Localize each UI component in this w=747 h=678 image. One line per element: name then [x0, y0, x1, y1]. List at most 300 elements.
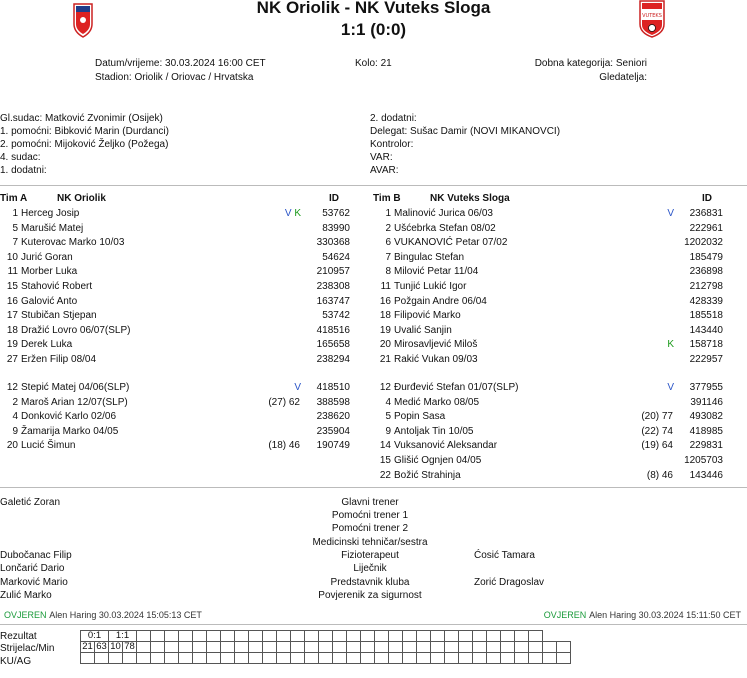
results-grid-cell — [389, 631, 403, 642]
player-name: Požgain Andre 06/04 — [394, 295, 487, 307]
player-number: 1 — [385, 208, 391, 219]
player-name: Tunjić Lukić Igor — [394, 281, 467, 292]
results-grid-cell — [417, 631, 431, 642]
official-line: 4. sudac: — [0, 152, 41, 163]
player-id: 185518 — [689, 310, 723, 322]
results-grid-cell — [403, 653, 417, 664]
official-line: Delegat: Sušac Damir (NOVI MIKANOVCI) — [370, 126, 561, 137]
player-number: 20 — [379, 339, 391, 351]
player-name: Maroš Arian 12/07(SLP) — [21, 396, 128, 408]
player-row — [373, 454, 743, 467]
results-grid — [80, 630, 571, 664]
team-a-label: Tim A — [0, 193, 28, 204]
substitution-minute: (22) 74 — [641, 425, 673, 437]
player-name: Dražić Lovro 06/07(SLP) — [21, 324, 131, 336]
player-row — [373, 425, 743, 438]
substitution-minute: (19) 64 — [641, 440, 673, 452]
results-grid-cell — [501, 642, 515, 653]
results-grid-cell — [109, 653, 123, 664]
results-grid-cell — [473, 631, 487, 642]
results-grid-cell — [221, 653, 235, 664]
team-a-name: NK Oriolik — [57, 193, 106, 204]
verified-status-a: OVJEREN — [4, 610, 47, 620]
divider — [0, 487, 747, 488]
svg-text:VUTEKS: VUTEKS — [642, 13, 662, 19]
official-line: Kontrolor: — [370, 139, 414, 150]
player-name: VUKANOVIĆ Petar 07/02 — [394, 237, 508, 249]
player-id: 418516 — [316, 324, 350, 336]
official-line: Gl.sudac: Matković Zvonimir (Osijek) — [0, 113, 163, 124]
team-a-id-header: ID — [329, 193, 339, 204]
player-id: 238294 — [316, 354, 350, 365]
results-grid-cell — [207, 631, 221, 642]
player-name: Stepić Matej 04/06(SLP) — [21, 382, 130, 393]
results-grid-cell — [431, 631, 445, 642]
player-number: 6 — [385, 237, 391, 249]
player-name: Derek Luka — [21, 339, 73, 351]
player-number: 11 — [7, 266, 18, 278]
results-grid-cell — [375, 642, 389, 653]
verified-meta-a: Alen Haring 30.03.2024 15:05:13 CET — [49, 610, 202, 620]
results-grid-cell — [473, 642, 487, 653]
results-grid-cell — [515, 642, 529, 653]
results-grid-cell — [417, 653, 431, 664]
player-number: 9 — [385, 425, 391, 437]
player-name: Donković Karlo 02/06 — [21, 411, 117, 423]
player-name: Glišić Ognjen 04/05 — [394, 455, 482, 466]
player-row — [373, 469, 743, 482]
player-id: 236831 — [689, 208, 723, 219]
player-number: 9 — [12, 425, 18, 437]
divider — [0, 185, 747, 186]
player-row — [373, 439, 743, 452]
results-grid-cell — [95, 653, 109, 664]
results-grid-cell — [375, 653, 389, 664]
player-name: Đurđević Stefan 01/07(SLP) — [394, 382, 519, 393]
official-line: 2. dodatni: — [370, 113, 417, 124]
substitution-minute: (27) 62 — [268, 396, 300, 408]
results-grid-cell — [221, 642, 235, 653]
match-score: 1:1 (0:0) — [340, 20, 407, 39]
results-grid-cell — [263, 653, 277, 664]
player-name: Uvalić Sanjin — [394, 324, 452, 336]
player-id: 143446 — [689, 469, 723, 481]
results-grid-cell — [179, 653, 193, 664]
player-id: 1205703 — [684, 455, 723, 466]
verified-status-b: OVJEREN — [543, 610, 587, 620]
scorer-label: Strijelac/Min — [0, 643, 55, 654]
results-grid-cell — [193, 653, 207, 664]
results-grid-cell — [445, 642, 459, 653]
results-grid-cell — [389, 653, 403, 664]
player-row — [0, 295, 370, 308]
results-grid-cell — [459, 631, 473, 642]
player-row — [0, 207, 370, 220]
player-number: 15 — [379, 455, 391, 466]
results-grid-cell — [389, 642, 403, 653]
results-grid-cell — [529, 631, 543, 642]
results-grid-cell — [137, 642, 151, 653]
results-grid-cell — [487, 642, 501, 653]
team-b-name: NK Vuteks Sloga — [430, 193, 510, 204]
results-grid-cell — [333, 653, 347, 664]
spectators: Gledatelja: — [599, 72, 647, 83]
player-id: 143440 — [689, 324, 723, 336]
player-id: 83990 — [322, 222, 350, 234]
results-grid-cell: 78 — [124, 641, 135, 652]
player-row — [0, 280, 370, 293]
results-grid-cell — [165, 642, 179, 653]
player-number: 17 — [6, 310, 18, 322]
results-grid-cell — [445, 653, 459, 664]
results-grid-cell — [417, 642, 431, 653]
player-role-badge: K — [667, 339, 674, 351]
player-row — [0, 236, 370, 249]
results-grid-cell — [207, 653, 221, 664]
player-id: 377955 — [689, 382, 723, 393]
results-grid-cell — [207, 642, 221, 653]
player-number: 16 — [6, 295, 18, 307]
player-name: Malinović Jurica 06/03 — [394, 208, 493, 219]
divider — [0, 624, 747, 625]
results-grid-cell — [249, 631, 263, 642]
results-grid-cell — [431, 653, 445, 664]
player-id: 210957 — [316, 266, 350, 278]
match-stadium: Stadion: Oriolik / Oriovac / Hrvatska — [95, 72, 254, 83]
results-grid-cell — [305, 653, 319, 664]
results-grid-cell — [263, 642, 277, 653]
player-id: 235904 — [316, 425, 350, 437]
player-id: 222961 — [689, 222, 723, 234]
player-name: Ušćebrka Stefan 08/02 — [394, 222, 496, 234]
player-row — [0, 222, 370, 235]
player-number: 11 — [380, 281, 391, 292]
player-number: 27 — [6, 354, 18, 365]
player-name: Bingulac Stefan — [394, 251, 465, 263]
player-row — [373, 236, 743, 249]
player-name: Lucić Šimun — [21, 440, 76, 452]
results-grid-cell: 63 — [96, 641, 107, 652]
player-number: 19 — [6, 339, 18, 351]
results-grid-cell — [179, 631, 193, 642]
results-grid-cell — [445, 631, 459, 642]
player-number: 4 — [385, 396, 391, 408]
player-id: 165658 — [316, 339, 350, 351]
role-security: Povjerenik za sigurnost — [318, 590, 422, 601]
player-row — [373, 324, 743, 337]
match-title: NK Oriolik - NK Vuteks Sloga — [256, 0, 491, 17]
results-grid-cell — [347, 642, 361, 653]
results-grid-cell — [473, 653, 487, 664]
results-grid-cell — [361, 642, 375, 653]
player-id: 229831 — [689, 440, 723, 452]
results-grid-cell — [487, 631, 501, 642]
results-grid-cell — [277, 631, 291, 642]
player-number: 10 — [6, 251, 18, 263]
results-grid-cell — [235, 653, 249, 664]
player-name: Kuterovac Marko 10/03 — [21, 237, 125, 249]
player-number: 12 — [6, 382, 18, 393]
player-number: 18 — [6, 324, 18, 336]
results-grid-cell — [235, 642, 249, 653]
results-grid-cell — [263, 631, 277, 642]
results-grid-cell — [249, 653, 263, 664]
official-line: 2. pomoćni: Mijoković Željko (Požega) — [0, 139, 169, 150]
player-name: Rakić Vukan 09/03 — [394, 354, 478, 365]
player-id: 212798 — [689, 281, 723, 292]
player-number: 18 — [379, 310, 391, 322]
player-number: 2 — [12, 396, 18, 408]
player-number: 19 — [379, 324, 391, 336]
verification-a — [4, 610, 202, 621]
player-number: 14 — [379, 440, 391, 452]
player-id: 163747 — [316, 295, 350, 307]
club-rep-b: Zorić Dragoslav — [474, 577, 545, 588]
results-grid-cell — [347, 653, 361, 664]
player-row — [373, 309, 743, 322]
results-grid-cell — [151, 642, 165, 653]
official-line: AVAR: — [370, 165, 399, 176]
results-grid-cell — [277, 642, 291, 653]
player-role-badge: V K — [284, 208, 301, 219]
player-id: 418985 — [689, 425, 723, 437]
results-grid-cell — [333, 642, 347, 653]
results-grid-cell — [319, 631, 333, 642]
role-assistant-1: Pomoćni trener 1 — [331, 510, 409, 521]
official-line: VAR: — [370, 152, 393, 163]
results-grid-cell — [193, 631, 207, 642]
player-id: 190749 — [316, 440, 350, 452]
player-id: 238620 — [316, 411, 350, 423]
player-row — [373, 396, 743, 409]
player-row — [373, 251, 743, 264]
results-grid-cell — [557, 653, 571, 664]
results-grid-cell — [305, 631, 319, 642]
results-grid-cell: 0:1 — [81, 631, 109, 642]
results-grid-cell — [151, 653, 165, 664]
results-grid-cell — [151, 631, 165, 642]
results-grid-cell — [165, 653, 179, 664]
doctor-a: Lončarić Dario — [0, 563, 65, 574]
results-grid-cell — [543, 642, 557, 653]
results-grid-cell — [361, 653, 375, 664]
results-grid-cell — [291, 631, 305, 642]
team-b-id-header: ID — [702, 193, 712, 204]
match-datetime: Datum/vrijeme: 30.03.2024 16:00 CET — [95, 58, 266, 69]
results-grid-row — [81, 653, 571, 664]
player-row — [0, 353, 370, 366]
player-row — [0, 425, 370, 438]
player-name: Jurić Goran — [21, 251, 73, 263]
substitution-minute: (8) 46 — [646, 469, 673, 481]
results-grid-cell — [81, 653, 95, 664]
player-id: 222957 — [689, 354, 723, 365]
role-club-rep: Predstavnik kluba — [330, 577, 410, 588]
player-number: 5 — [385, 411, 391, 423]
player-name: Stahović Robert — [21, 281, 93, 292]
results-grid-cell — [501, 631, 515, 642]
player-number: 22 — [379, 469, 391, 481]
player-row — [373, 381, 743, 394]
player-name: Milović Petar 11/04 — [394, 266, 479, 278]
player-id: 185479 — [689, 251, 723, 263]
player-name: Herceg Josip — [21, 208, 80, 219]
results-grid-cell: 21 — [82, 641, 93, 652]
verified-meta-b: Alen Haring 30.03.2024 15:11:50 CET — [589, 610, 741, 620]
results-grid-cell: 1:1 — [109, 631, 137, 642]
official-line: 1. pomoćni: Bibković Marin (Durdanci) — [0, 126, 169, 137]
player-number: 5 — [12, 222, 18, 234]
player-row — [373, 338, 743, 351]
results-grid-cell — [515, 631, 529, 642]
player-id: 53742 — [322, 310, 350, 322]
player-name: Popin Sasa — [394, 411, 446, 423]
results-grid-cell — [515, 653, 529, 664]
results-grid-cell — [277, 653, 291, 664]
player-role-badge: V — [294, 382, 301, 393]
results-grid-cell — [305, 642, 319, 653]
results-grid-cell: 10 — [110, 641, 121, 652]
player-name: Morber Luka — [21, 266, 78, 278]
player-row — [0, 265, 370, 278]
player-id: 330368 — [316, 237, 350, 249]
player-number: 1 — [12, 208, 18, 219]
player-row — [373, 207, 743, 220]
results-grid-cell — [291, 642, 305, 653]
role-assistant-2: Pomoćni trener 2 — [331, 523, 409, 534]
results-grid-row — [81, 631, 571, 642]
physio-a: Dubočanac Filip — [0, 550, 72, 561]
results-grid-cell — [221, 631, 235, 642]
player-number: 7 — [12, 237, 18, 249]
player-row — [0, 396, 370, 409]
results-grid-cell — [431, 642, 445, 653]
player-number: 16 — [379, 295, 391, 307]
results-grid-cell — [333, 631, 347, 642]
player-row — [373, 295, 743, 308]
results-grid-cell — [487, 653, 501, 664]
player-number: 8 — [385, 266, 391, 278]
player-row — [0, 309, 370, 322]
results-grid-cell — [459, 653, 473, 664]
player-row — [373, 265, 743, 278]
official-line: 1. dodatni: — [0, 165, 47, 176]
results-grid-cell — [557, 642, 571, 653]
player-name: Medić Marko 08/05 — [394, 396, 480, 408]
player-number: 4 — [12, 411, 18, 423]
player-id: 388598 — [316, 396, 350, 408]
ku-ag-label: KU/AG — [0, 656, 32, 667]
results-grid-cell — [249, 642, 263, 653]
player-name: Stubičan Stjepan — [21, 310, 97, 322]
match-round: Kolo: 21 — [355, 58, 392, 69]
player-row — [373, 353, 743, 366]
results-grid-cell — [193, 642, 207, 653]
club-rep-a: Marković Mario — [0, 577, 68, 588]
results-grid-cell — [319, 653, 333, 664]
results-grid-cell — [529, 653, 543, 664]
head-coach-a: Galetić Zoran — [0, 497, 61, 508]
results-grid-cell — [361, 631, 375, 642]
player-id: 418510 — [316, 382, 350, 393]
results-grid-cell — [347, 631, 361, 642]
results-grid-cell — [137, 631, 151, 642]
substitution-minute: (20) 77 — [641, 411, 673, 423]
player-name: Vuksanović Aleksandar — [394, 440, 498, 452]
substitution-minute: (18) 46 — [268, 440, 300, 452]
verification-b — [544, 610, 741, 621]
player-name: Božić Strahinja — [394, 469, 461, 481]
results-grid-cell — [235, 631, 249, 642]
results-grid-row — [81, 642, 571, 653]
team-b-label: Tim B — [373, 193, 401, 204]
player-row — [373, 410, 743, 423]
player-id: 53762 — [322, 208, 350, 219]
player-row — [0, 381, 370, 394]
player-number: 20 — [6, 440, 18, 452]
results-grid-cell — [459, 642, 473, 653]
player-row — [0, 439, 370, 452]
player-number: 2 — [385, 222, 391, 234]
player-id: 236898 — [689, 266, 723, 278]
player-id: 238308 — [316, 281, 350, 292]
player-number: 15 — [6, 281, 18, 292]
results-grid-cell — [137, 653, 151, 664]
player-name: Mirosavljević Miloš — [394, 339, 478, 351]
player-role-badge: V — [667, 208, 674, 219]
player-id: 391146 — [690, 396, 723, 408]
results-grid-cell — [543, 653, 557, 664]
player-row — [373, 222, 743, 235]
results-label: Rezultat — [0, 631, 37, 642]
results-grid-cell — [291, 653, 305, 664]
physio-b: Ćosić Tamara — [474, 550, 535, 561]
player-name: Eržen Filip 08/04 — [21, 354, 97, 365]
player-name: Žamarija Marko 04/05 — [21, 425, 119, 437]
results-grid-cell — [319, 642, 333, 653]
player-number: 21 — [379, 354, 391, 365]
player-name: Galović Anto — [21, 295, 78, 307]
player-id: 54624 — [322, 251, 350, 263]
player-number: 7 — [385, 251, 391, 263]
player-name: Marušić Matej — [21, 222, 84, 234]
player-row — [0, 251, 370, 264]
player-id: 428339 — [689, 295, 723, 307]
role-doctor: Liječnik — [353, 563, 387, 574]
player-id: 1202032 — [684, 237, 723, 249]
player-role-badge: V — [667, 382, 674, 393]
player-name: Antoljak Tin 10/05 — [394, 425, 474, 437]
player-row — [0, 410, 370, 423]
results-grid-cell — [529, 642, 543, 653]
results-grid-cell — [165, 631, 179, 642]
results-grid-cell — [123, 653, 137, 664]
player-row — [0, 338, 370, 351]
player-id: 158718 — [689, 339, 723, 351]
player-row — [0, 324, 370, 337]
role-medic: Medicinski tehničar/sestra — [312, 537, 428, 548]
age-category: Dobna kategorija: Seniori — [534, 58, 647, 69]
results-grid-cell — [403, 631, 417, 642]
role-physio: Fizioterapeut — [341, 550, 399, 561]
player-row — [373, 280, 743, 293]
results-grid-cell — [179, 642, 193, 653]
role-head-coach: Glavni trener — [341, 497, 399, 508]
results-grid-cell — [403, 642, 417, 653]
results-grid-cell — [375, 631, 389, 642]
results-grid-cell — [501, 653, 515, 664]
player-name: Filipović Marko — [394, 310, 461, 322]
